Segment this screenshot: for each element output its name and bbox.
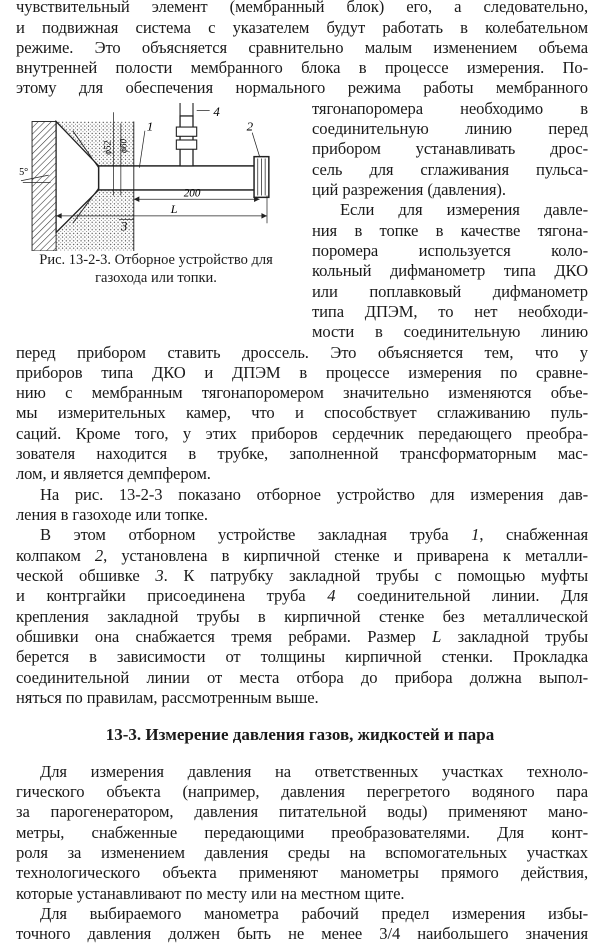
text-line: гического объекта (например, давления перегретого водяного пара: [16, 782, 588, 801]
text-line: ций разрежения (давления).: [312, 180, 506, 199]
text-line: обшивки она снабжается тремя ребрами. Размер L закладной трубы: [16, 627, 588, 646]
embedded-tube: [99, 166, 262, 190]
figure-caption: газохода или топки.: [95, 270, 217, 286]
text-line: за парогенератором, давления питательной воды) применяют мано-: [16, 802, 588, 821]
text-line: крепления закладной трубы в кирпичной стенке без металлической: [16, 607, 588, 626]
text-line: внутренней полости мембранного блока в процессе измерения. По-: [16, 58, 588, 77]
text-line: соединительной линии от места отбора до прибора должна выпол-: [16, 668, 588, 687]
text-line: точного давления должен быть не менее 3/4 наибольшего значения: [16, 924, 588, 943]
text-line: На рис. 13-2-3 показано отборное устройство для измерения дав-: [40, 485, 588, 504]
text-line: мы измерительных камер, что и способствует сглаживанию пуль-: [16, 403, 588, 422]
diameter-label: ϕ60: [119, 138, 130, 153]
text-line: поромера используется коло-: [312, 241, 588, 260]
text-line: этому для обеспечения нормального режима работы мембранного: [16, 78, 588, 97]
pressure-tap-drawing: [6, 103, 306, 251]
text-line: соединительную линию перед: [312, 119, 588, 138]
text-line: ния в топке в качестве тягона-: [312, 221, 588, 240]
text-line: роля за изменением давления среды на вспомогательных участках: [16, 843, 588, 862]
text-line: прибором устанавливать дрос-: [312, 139, 588, 158]
dimension-label: 200: [183, 187, 201, 200]
text-line: тягонапоромера необходимо в: [312, 99, 588, 118]
text-line: саций. Кроме того, у этих приборов сердечник передающего преобра-: [16, 424, 588, 443]
text-line: режиме. Это объясняется сравнительно малым изменением объема: [16, 38, 588, 57]
diameter-label: ϕ52: [103, 140, 114, 155]
text-line: нию с мембранным тягонапоромером значительно изменяются объе-: [16, 383, 588, 402]
metal-sheathing: [32, 122, 56, 252]
text-line: ческой обшивке 3. К патрубку закладной трубы с помощью муфты: [16, 566, 589, 585]
section-heading: 13-3. Измерение давления газов, жидкостей и пара: [105, 725, 495, 744]
text-line: и подвижная система с указателем будут работать в колебательном: [16, 18, 588, 37]
text-line: Если для измерения давле-: [340, 200, 588, 219]
figure-caption: Рис. 13-2-3. Отборное устройство для: [39, 252, 273, 268]
text-line: ления в газоходе или топке.: [16, 505, 208, 524]
text-line: сель для сглаживания пульса-: [312, 160, 588, 179]
text-line: типа ДПЭМ, то нет необходи-: [312, 302, 588, 321]
text-line: няться по правилам, рассмотренным выше.: [16, 688, 319, 707]
callout-number: 1: [146, 118, 154, 134]
text-line: колпаком 2, установлена в кирпичной стенке и приварена к металли-: [16, 546, 588, 565]
angle-label: 5°: [19, 167, 29, 179]
text-line: перед прибором ставить дроссель. Это объясняется тем, что у: [16, 343, 588, 362]
text-line: или поплавковый дифманометр: [312, 282, 588, 301]
text-line: В этом отборном устройстве закладная труба 1, снабженная: [40, 525, 589, 544]
dimension-label: L: [170, 202, 178, 217]
text-line: зователя находится в трубке, заполненной трансформаторным мас-: [16, 444, 588, 463]
callout-number: 4: [213, 103, 220, 119]
text-line: метры, снабженные передающими преобразователями. Для конт-: [16, 823, 588, 842]
callout-number: 2: [246, 118, 254, 134]
text-line: берется в зависимости от толщины кирпичной стенки. Прокладка: [16, 647, 588, 666]
callout-number: 3: [120, 218, 128, 234]
text-line: лом, и является демпфером.: [16, 464, 211, 483]
text-line: приборов типа ДКО и ДПЭМ в процессе измерения по сравне-: [16, 363, 588, 382]
text-line: Для выбираемого манометра рабочий предел измерения избы-: [40, 904, 588, 923]
text-line: и контргайки присоединена труба 4 соединительной линии. Для: [16, 586, 588, 605]
text-line: кольный дифманометр типа ДКО: [312, 261, 588, 280]
text-line: которые устанавливают по месту или на местном щите.: [16, 884, 405, 903]
text-line: мости в соединительную линию: [312, 322, 588, 341]
text-line: Для измерения давления на ответственных участках техноло-: [40, 762, 588, 781]
text-line: технологического объекта применяют манометры прямого действия,: [16, 863, 588, 882]
text-line: чувствительный элемент (мембранный блок) его, а следовательно,: [16, 0, 588, 16]
